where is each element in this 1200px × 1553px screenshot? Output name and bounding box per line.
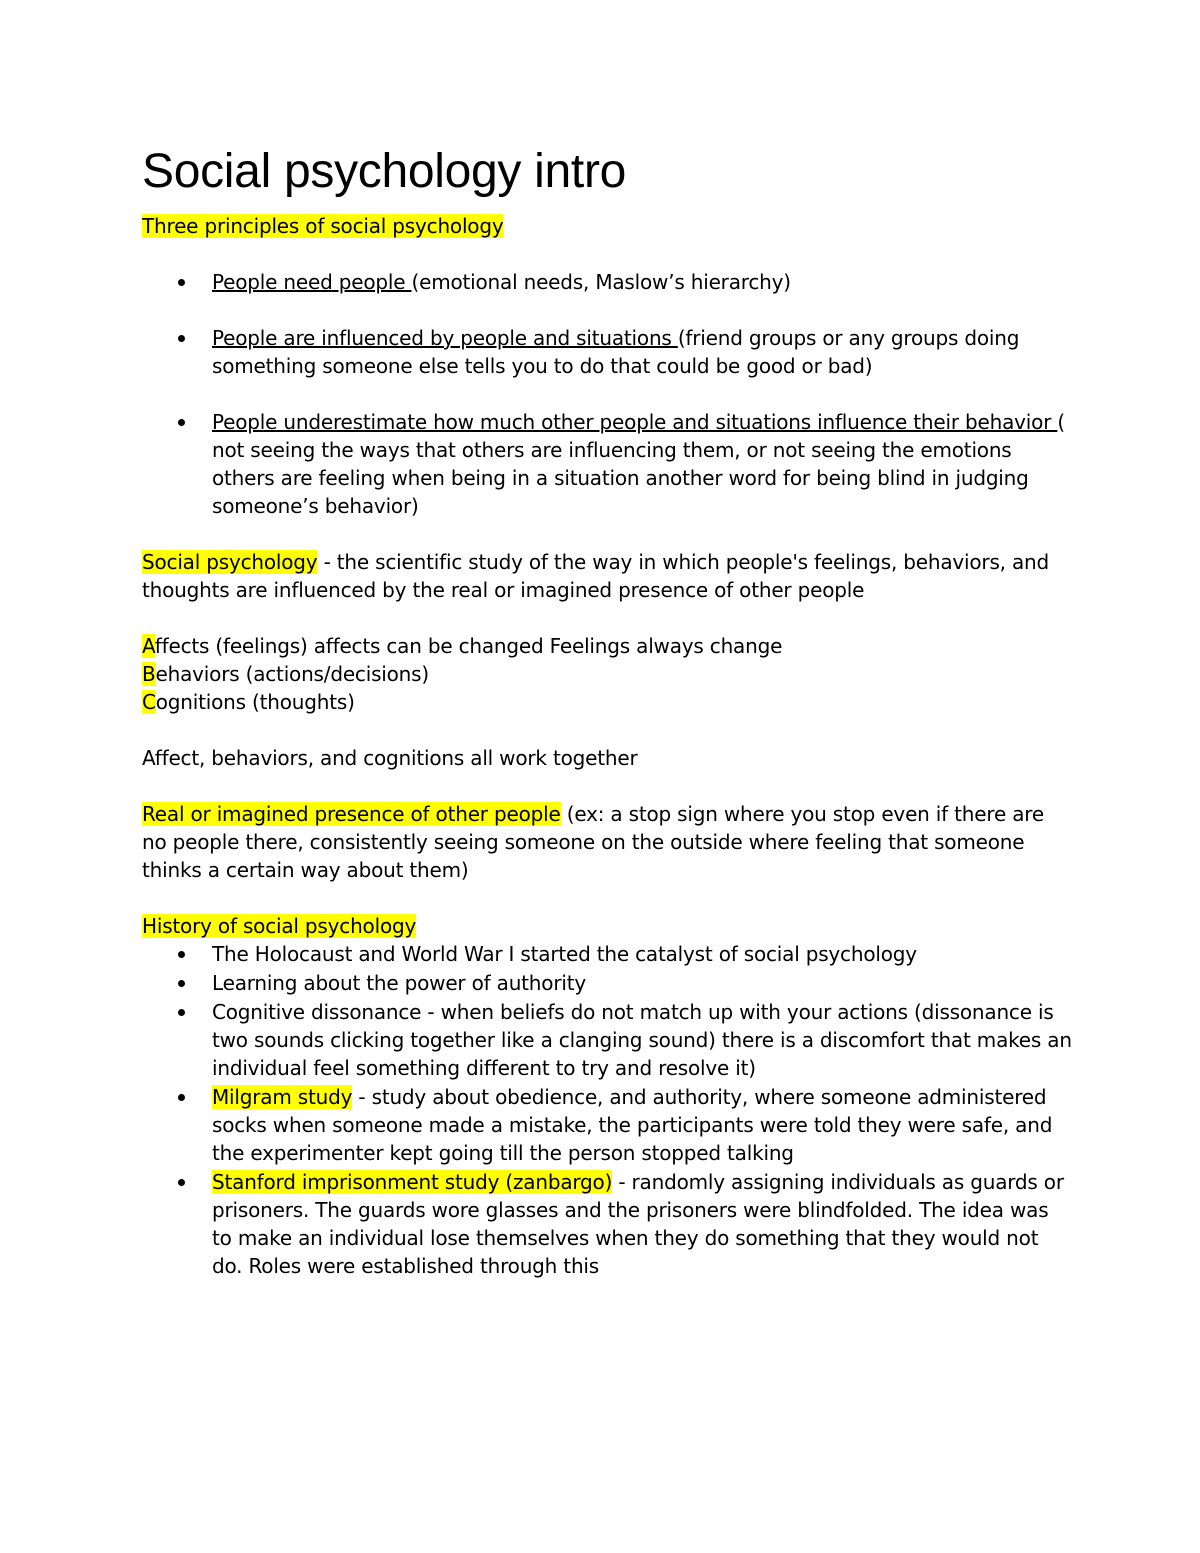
principles-list [142, 268, 1072, 520]
history-heading [142, 912, 1072, 940]
list-item [142, 969, 1072, 997]
abc-letter: A [142, 634, 155, 658]
definition-paragraph [142, 548, 1072, 604]
abc-line-behaviors [142, 660, 1072, 688]
list-item [142, 268, 1072, 296]
principles-heading [142, 212, 1072, 240]
abc-text: ognitions (thoughts) [155, 690, 355, 714]
bullet-icon [178, 951, 185, 958]
abc-letter: C [142, 690, 156, 714]
list-item [142, 998, 1072, 1082]
bullet-icon [178, 980, 185, 987]
history-text: The Holocaust and World War I started the catalyst of social psychology [212, 942, 917, 966]
principle-underlined: People are influenced by people and situations [212, 326, 678, 350]
presence-term: Real or imagined presence of other people [142, 802, 561, 826]
bullet-icon [178, 1179, 185, 1186]
document-page [142, 140, 1072, 1281]
history-list [142, 940, 1072, 1280]
history-highlight: Milgram study [212, 1085, 353, 1109]
abc-text: ffects (feelings) affects can be changed Feelings always change [154, 634, 783, 658]
presence-text: (ex: a stop sign where you stop even if there are no people there, consistently seeing someone on the outside where feeling that someone thinks a certain way about them) [142, 802, 1044, 882]
abc-text: ehaviors (actions/decisions) [155, 662, 429, 686]
together-paragraph: Affect, behaviors, and cognitions all work together [142, 746, 638, 770]
document-title: Social psychology intro [142, 145, 627, 198]
history-text: Cognitive dissonance - when beliefs do not match up with your actions (dissonance is two sounds clicking together like a clanging sound) there is a discomfort that makes an individual feel something different to try and resolve it) [212, 1000, 1072, 1080]
abc-line-affects [142, 632, 1072, 660]
bullet-icon [178, 279, 185, 286]
list-item [142, 940, 1072, 968]
history-text: - randomly assigning individuals as guards or prisoners. The guards wore glasses and the prisoners were blindfolded. The idea was to make an individual lose themselves when they do something that they would not do. Roles were established through this [212, 1170, 1064, 1278]
list-item [142, 324, 1072, 380]
abc-letter: B [142, 662, 156, 686]
spacer [142, 604, 1072, 632]
history-highlight: Stanford imprisonment study (zanbargo) [212, 1170, 613, 1194]
bullet-icon [178, 1009, 185, 1016]
principle-underlined: People need people [212, 270, 412, 294]
principles-heading-text: Three principles of social psychology [142, 214, 504, 238]
list-item [142, 1083, 1072, 1167]
principle-underlined: People underestimate how much other people and situations influence their behavior [212, 410, 1058, 434]
presence-paragraph [142, 800, 1072, 884]
history-text: - study about obedience, and authority, where someone administered socks when someone made a mistake, the participants were told they were safe, and the experimenter kept going till the person stopped talking [212, 1085, 1053, 1165]
spacer [142, 716, 1072, 744]
history-heading-text: History of social psychology [142, 914, 417, 938]
bullet-icon [178, 1094, 185, 1101]
bullet-icon [178, 335, 185, 342]
bullet-icon [178, 419, 185, 426]
principle-text: ( not seeing the ways that others are influencing them, or not seeing the emotions others are feeling when being in a situation another word for being blind in judging someone’s behavior) [212, 410, 1065, 518]
list-item [142, 1168, 1072, 1280]
definition-text: - the scientific study of the way in which people's feelings, behaviors, and thoughts are influenced by the real or imagined presence of other people [142, 550, 1050, 602]
history-text: Learning about the power of authority [212, 971, 586, 995]
spacer [142, 884, 1072, 912]
definition-term: Social psychology [142, 550, 318, 574]
principle-text: (friend groups or any groups doing something someone else tells you to do that could be good or bad) [212, 326, 1020, 378]
principle-text: (emotional needs, Maslow’s hierarchy) [411, 270, 791, 294]
list-item [142, 408, 1072, 520]
spacer [142, 772, 1072, 800]
abc-line-cognitions [142, 688, 1072, 716]
